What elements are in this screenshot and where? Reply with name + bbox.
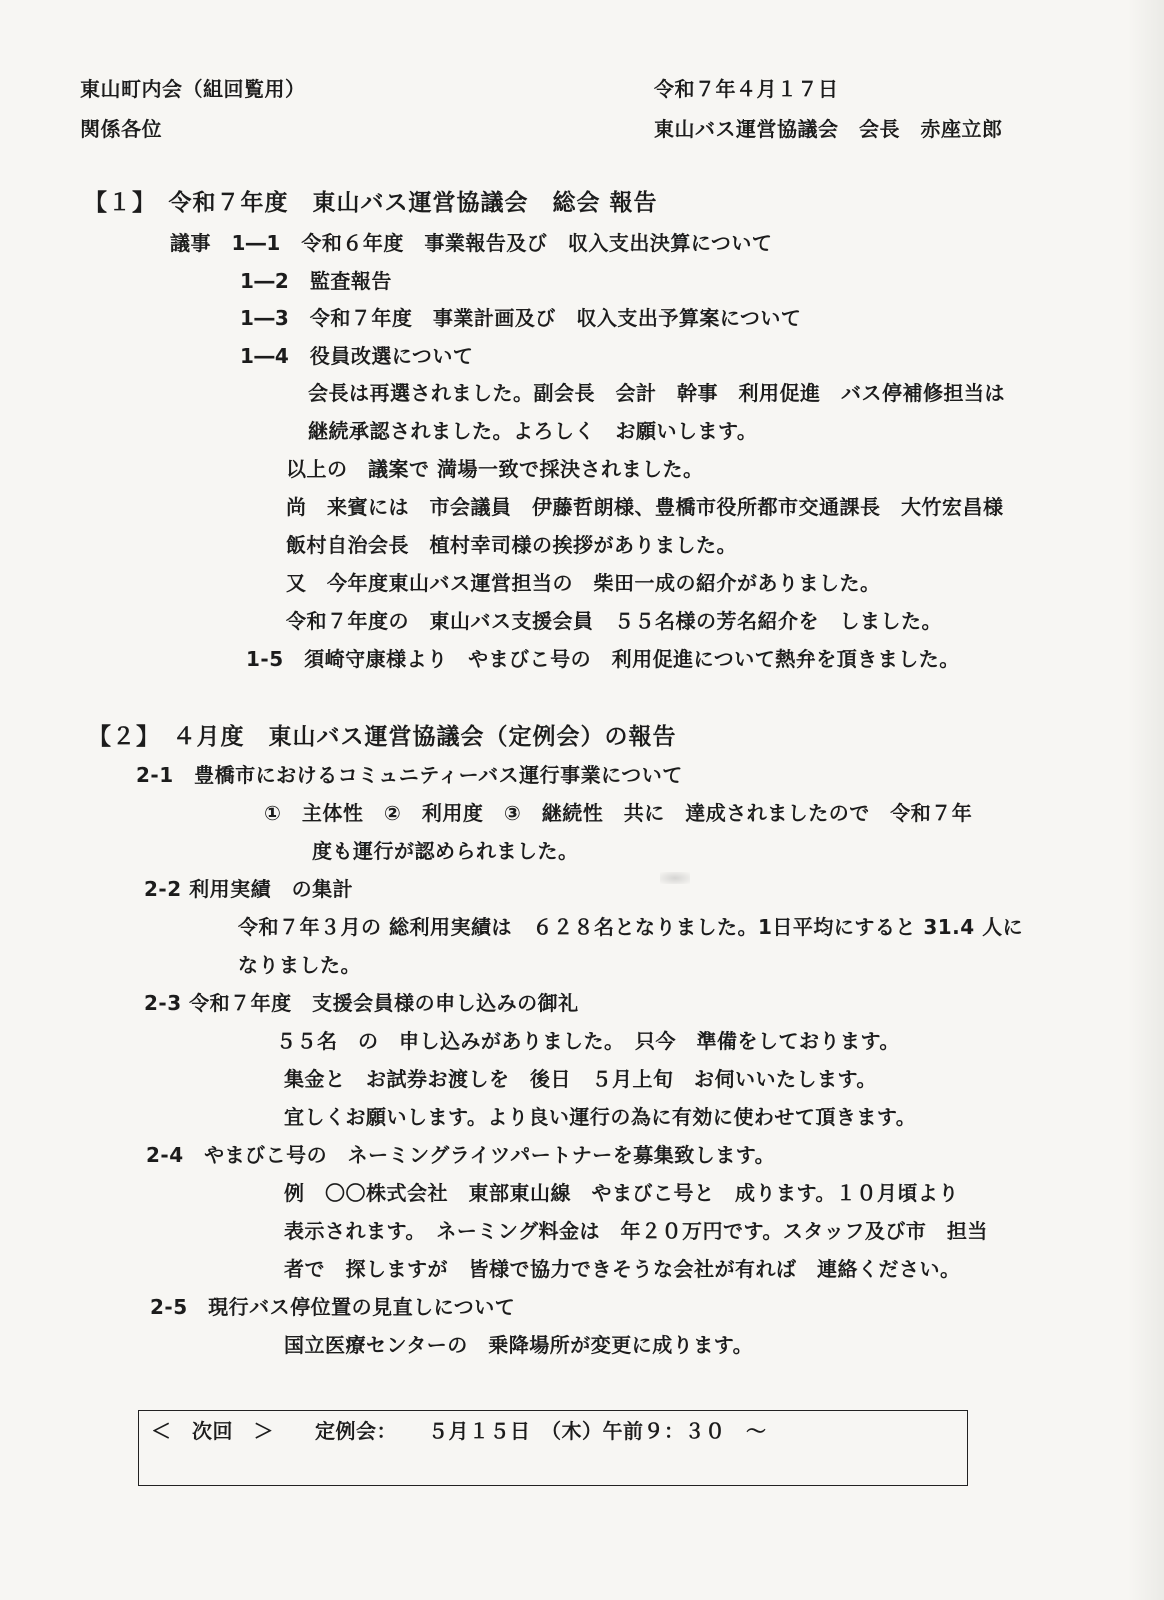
section-1-heading: 【１】 令和７年度 東山バス運営協議会 総会 報告 [84, 190, 658, 216]
supporters-line: 令和７年度の 東山バス支援会員 ５５名様の芳名紹介を しました。 [286, 609, 942, 633]
next-meeting-box [138, 1410, 968, 1486]
report-item-2-3: 2-3 令和７年度 支援会員様の申し込みの御礼 [144, 991, 579, 1015]
report-2-4-detail-3: 者で 探しますが 皆様で協力できそうな会社が有れば 連絡ください。 [284, 1257, 961, 1281]
report-item-2-1: 2-1 豊橋市におけるコミュニティーバス運行事業について [136, 763, 683, 787]
report-2-4-detail-2: 表示されます。 ネーミング料金は 年２０万円です。スタッフ及び市 担当 [284, 1219, 988, 1243]
guests-line-2: 飯村自治会長 植村幸司様の挨拶がありました。 [286, 533, 737, 557]
report-2-2-detail-1: 令和７年３月の 総利用実績は ６２８名となりました。1日平均にすると 31.4 人に [238, 915, 1024, 939]
scan-smudge [660, 872, 690, 884]
agenda-item-1-1: 議事 1―1 令和６年度 事業報告及び 収入支出決算について [170, 231, 773, 255]
agenda-1-4-detail-2: 継続承認されました。よろしく お願いします。 [308, 419, 758, 443]
agenda-item-1-3: 1―3 令和７年度 事業計画及び 収入支出予算案について [240, 306, 802, 330]
report-item-2-5: 2-5 現行バス停位置の見直しについて [150, 1295, 516, 1319]
next-meeting-text: ＜ 次回 ＞ 定例会： ５月１５日 （木）午前９：３０ ～ [151, 1419, 767, 1443]
report-2-4-detail-1: 例 〇〇株式会社 東部東山線 やまびこ号と 成ります。１０月頃より [284, 1181, 959, 1205]
sender-line: 東山バス運営協議会 会長 赤座立郎 [654, 117, 1003, 141]
report-2-5-detail-1: 国立医療センターの 乗降場所が変更に成ります。 [284, 1333, 754, 1357]
agenda-item-1-4: 1―4 役員改選について [240, 344, 474, 368]
staff-intro-line: 又 今年度東山バス運営担当の 柴田一成の紹介がありました。 [286, 571, 881, 595]
recipient-line-2: 関係各位 [80, 117, 162, 141]
report-item-2-2: 2-2 利用実績 の集計 [144, 877, 354, 901]
agenda-item-1-5: 1-5 須崎守康様より やまびこ号の 利用促進について熱弁を頂きました。 [246, 647, 960, 671]
resolution-line: 以上の 議案で 満場一致で採決されました。 [286, 457, 704, 481]
page-edge-shadow [1128, 0, 1164, 1600]
report-2-3-detail-1: ５５名 の 申し込みがありました。 只今 準備をしております。 [276, 1029, 900, 1053]
report-2-3-detail-3: 宜しくお願いします。より良い運行の為に有効に使わせて頂きます。 [284, 1105, 917, 1129]
report-2-2-detail-2: なりました。 [238, 953, 361, 977]
report-2-1-detail-1: ① 主体性 ② 利用度 ③ 継続性 共に 達成されましたので 令和７年 [264, 801, 973, 825]
recipient-line-1: 東山町内会（組回覧用） [80, 77, 306, 101]
guests-line-1: 尚 来賓には 市会議員 伊藤哲朗様、豊橋市役所都市交通課長 大竹宏昌様 [286, 495, 1004, 519]
section-2-heading: 【２】 ４月度 東山バス運営協議会（定例会）の報告 [88, 724, 677, 750]
agenda-item-1-2: 1―2 監査報告 [240, 269, 392, 293]
report-2-1-detail-2: 度も運行が認められました。 [312, 839, 579, 863]
report-2-3-detail-2: 集金と お試券お渡しを 後日 ５月上旬 お伺いいたします。 [284, 1067, 877, 1091]
document-date: 令和７年４月１７日 [654, 77, 839, 101]
report-item-2-4: 2-4 やまびこ号の ネーミングライツパートナーを募集致します。 [146, 1143, 776, 1167]
agenda-1-4-detail-1: 会長は再選されました。副会長 会計 幹事 利用促進 バス停補修担当は [308, 381, 1005, 405]
